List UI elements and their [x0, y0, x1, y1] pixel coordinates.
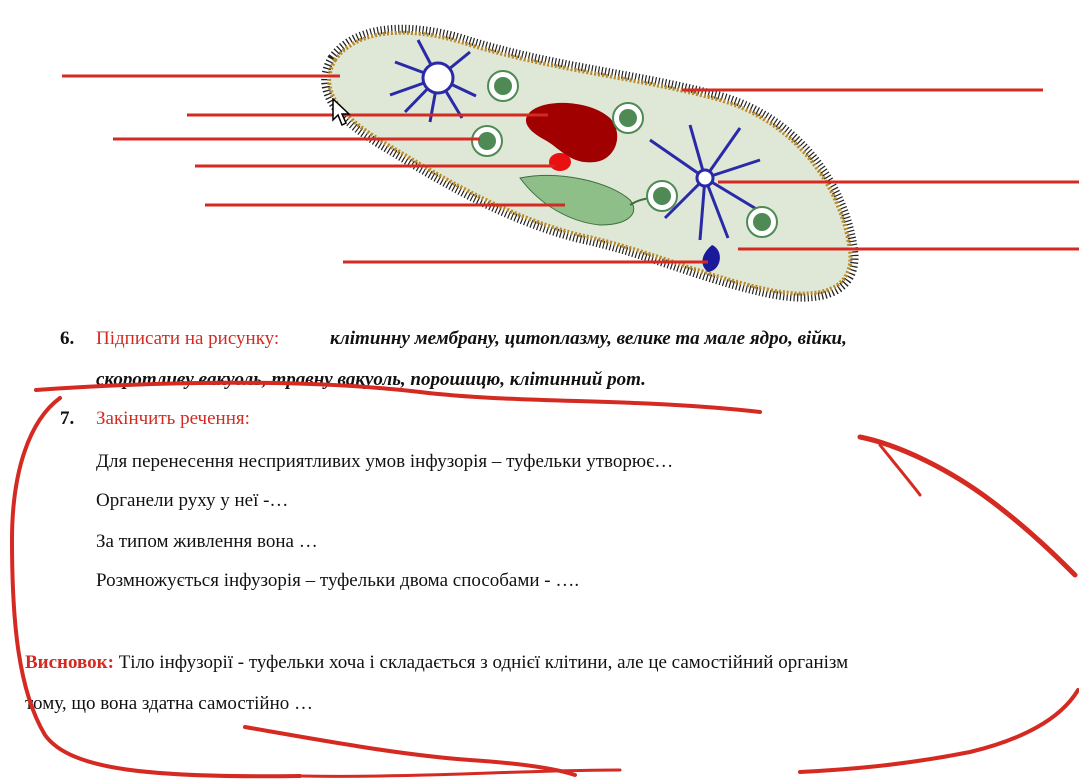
task7-number: 7.: [60, 408, 75, 429]
sentence-3: За типом живлення вона …: [96, 531, 318, 552]
conclusion-line2: тому, що вона здатна самостійно …: [25, 693, 314, 714]
conclusion-label: Висновок:: [25, 652, 114, 673]
task7-prompt: Закінчить речення:: [96, 408, 250, 429]
sentence-4: Розмножується інфузорія – туфельки двома способами - ….: [96, 570, 580, 591]
sentence-2: Органели руху у неї -…: [96, 490, 289, 511]
task6-items-line2: скоротливу вакуоль, травну вакуоль, порошицю, клітинний рот.: [96, 369, 646, 390]
sentence-1: Для перенесення несприятливих умов інфузорія – туфельки утворює…: [96, 451, 674, 472]
task6-items-line1: клітинну мембрану, цитоплазму, велике та мале ядро, війки,: [330, 328, 847, 349]
conclusion-text-1: Тіло інфузорії - туфельки хоча і складається з однієї клітини, але це самостійний організм: [118, 652, 849, 673]
task6-prompt: Підписати на рисунку:: [96, 328, 280, 349]
task6-number: 6.: [60, 328, 75, 349]
